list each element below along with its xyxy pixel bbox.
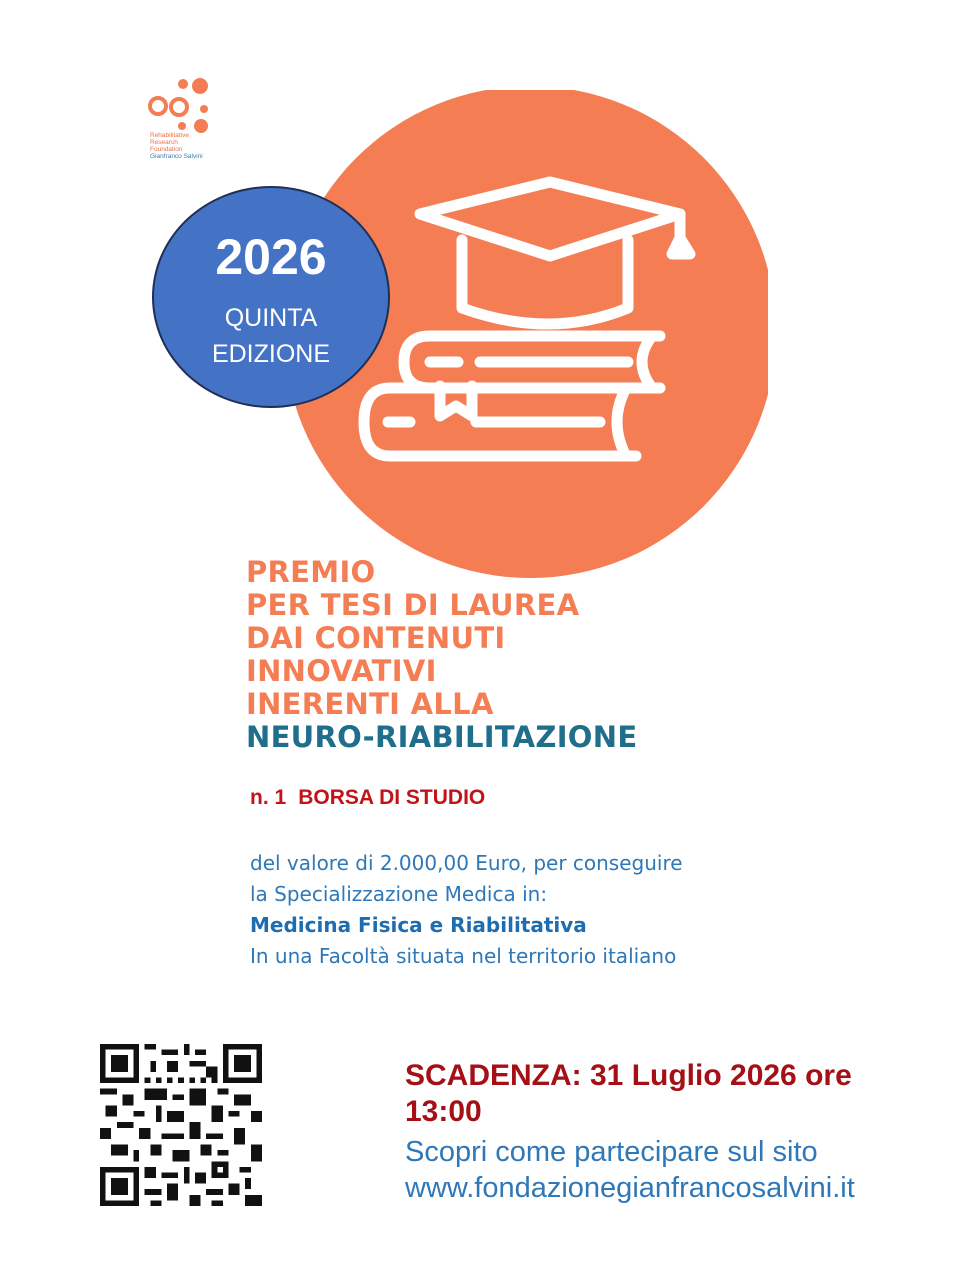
logo-line: Rehabilitative (150, 132, 190, 139)
scholarship-description (250, 848, 683, 972)
foundation-logo-icon (146, 76, 236, 176)
title-line: PREMIO (246, 555, 376, 589)
website-link[interactable]: www.fondazionegianfrancosalvini.it (405, 1172, 855, 1204)
prize-title (246, 556, 637, 754)
participation-info (405, 1134, 855, 1206)
title-line: INNOVATIVI (246, 654, 437, 688)
specialization-name: Medicina Fisica e Riabilitativa (250, 913, 587, 937)
logo-line: Research (150, 139, 178, 146)
title-line: INERENTI ALLA (246, 687, 494, 721)
logo-line: Foundation (150, 146, 183, 153)
logo-text (150, 132, 203, 160)
badge-year: 2026 (215, 229, 327, 285)
qr-code-icon[interactable] (100, 1044, 262, 1206)
scholarship-label: BORSA DI STUDIO (298, 786, 486, 809)
title-line: PER TESI DI LAUREA (246, 588, 580, 622)
info-line: Scopri come partecipare sul sito (405, 1136, 818, 1168)
title-line: DAI CONTENUTI (246, 621, 506, 655)
scholarship-count: n. 1 (250, 786, 287, 809)
logo-line: Gianfranco Salvini (150, 153, 203, 160)
scholarship-heading (250, 786, 485, 810)
badge-edition-number: QUINTA (224, 304, 318, 332)
description-line: la Specializzazione Medica in: (250, 882, 548, 906)
edition-badge (152, 186, 390, 408)
description-line: del valore di 2.000,00 Euro, per conseguire (250, 851, 683, 875)
title-accent-line: NEURO-RIABILITAZIONE (246, 720, 638, 754)
description-line: In una Facoltà situata nel territorio italiano (250, 944, 677, 968)
badge-edition-label: EDIZIONE (211, 340, 331, 368)
deadline-text: SCADENZA: 31 Luglio 2026 ore 13:00 (405, 1059, 852, 1128)
